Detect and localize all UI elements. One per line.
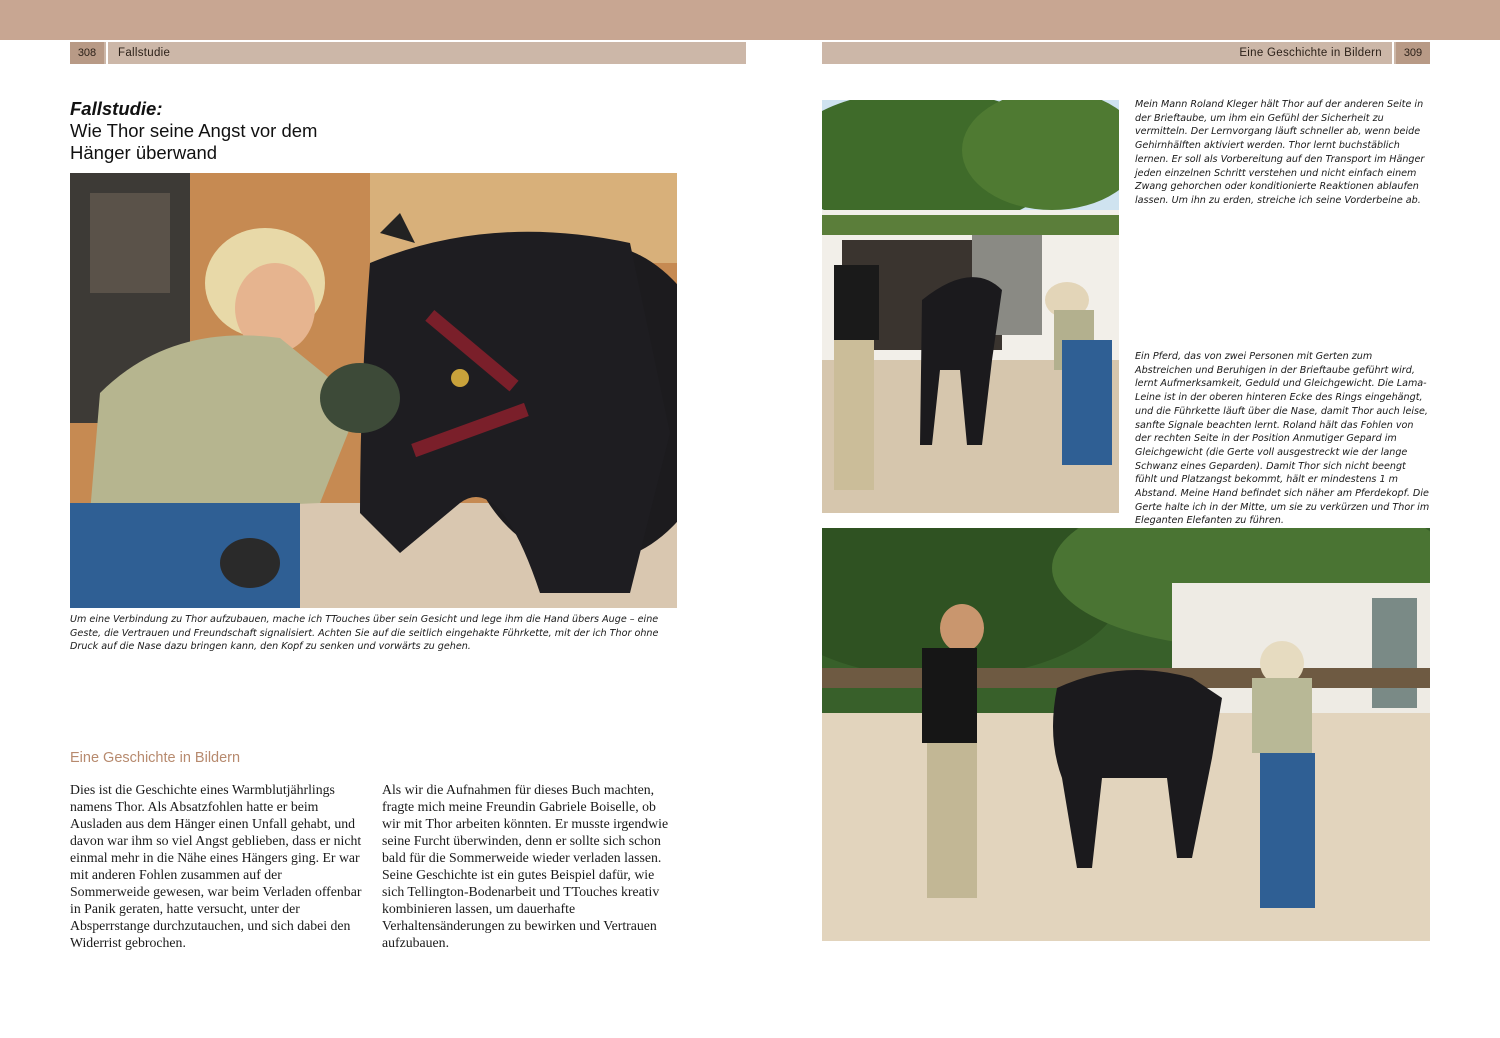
photo-woman-with-horse <box>70 173 677 608</box>
right-page-number: 309 <box>1396 42 1430 64</box>
left-running-header <box>70 42 746 64</box>
photo-two-handlers-with-foal <box>822 100 1119 513</box>
caption-main-photo: Um eine Verbindung zu Thor aufzubauen, mache ich TTouches über sein Gesicht und lege ihm die Hand übers Auge – eine Geste, die Vertrauen und Freundschaft signalisiert. Achten Sie auf die seitlich eingehakte Führkette, mit der ich Thor ohne Druck auf die Nase dazu bringen kann, den Kopf zu senken und vorwärts zu gehen. <box>70 614 659 653</box>
case-study-title-line2: Hänger überwand <box>70 142 218 163</box>
caption-top-right-photo: Mein Mann Roland Kleger hält Thor auf der anderen Seite in der Brieftaube, um ihm ein Gefühl der Sicherheit zu vermitteln. Der Lernvorgang läuft schneller ab, wenn beide Gehirnhälften aktiviert werden. Thor lernt buchstäblich lernen. Er soll als Vorbereitung auf den Transport im Hänger jeden einzelnen Schritt verstehen und nicht einfach einem Zwang gehorchen oder konditionierte Reaktionen ablaufen lassen. Um ihn zu erden, streiche ich seine Vorderbeine ab. <box>1135 99 1425 206</box>
right-running-header <box>822 42 1430 64</box>
left-running-title: Fallstudie <box>118 47 171 59</box>
case-study-heading <box>70 98 690 164</box>
case-study-title-line1: Wie Thor seine Angst vor dem <box>70 120 318 141</box>
body-column-1: Dies ist die Geschichte eines Warmblutjährlings namens Thor. Als Absatzfohlen hatte er beim Ausladen aus dem Hänger einen Unfall gehabt, und davon war ihm so viel Angst geblieben, dass er nicht einmal mehr in die Nähe eines Hängers ging. Er war mit anderen Fohlen zusammen auf der Sommerweide gewesen, war beim Verladen offenbar in Panik geraten, hatte versucht, unter der Absperrstange durchzutauchen, und sich dabei den Widerrist gebrochen. <box>70 782 362 950</box>
case-study-kicker: Fallstudie: <box>70 98 163 119</box>
left-page-number: 308 <box>70 42 104 64</box>
body-column-2: Als wir die Aufnahmen für dieses Buch machten, fragte mich meine Freundin Gabriele Boiselle, ob wir mit Thor arbeiten könnten. Er musste irgendwie seine Furcht überwinden, denn er sollte sich schon bald für die Sommerweide wieder verladen lassen. Seine Geschichte ist ein gutes Beispiel dafür, wie sich Tellington-Bodenarbeit und TTouches kreativ kombinieren lassen, um dauerhafte Verhaltensänderungen zu bewirken und Vertrauen aufzubauen. <box>382 782 669 950</box>
right-running-title: Eine Geschichte in Bildern <box>1239 47 1382 59</box>
section-title: Eine Geschichte in Bildern <box>70 750 241 766</box>
photo-leading-foal-in-arena <box>822 528 1430 941</box>
caption-middle-right-photo: Ein Pferd, das von zwei Personen mit Gerten zum Abstreichen und Beruhigen in der Brieftaube geführt wird, lernt Aufmerksamkeit, Geduld und Gleichgewicht. Die Lama-Leine ist in der oberen hinteren Ecke des Rings eingehängt, und die Führkette läuft über die Nase, damit Thor auch leise, sanfte Signale beachten lernt. Roland hält das Fohlen von der rechten Seite in der Position Anmutiger Gepard im Gleichgewicht (die Gerte voll ausgestreckt wie der lange Schwanz eines Geparden). Damit Thor sich nicht beengt fühlt und Platzangst bekommt, hält er mindestens 1 m Abstand. Meine Hand befindet sich näher am Pferdekopf. Die Gerte halte ich in der Mitte, um sie zu verkürzen und Thor im Eleganten Elefanten zu führen. <box>1135 351 1430 527</box>
top-color-band <box>0 0 1500 40</box>
